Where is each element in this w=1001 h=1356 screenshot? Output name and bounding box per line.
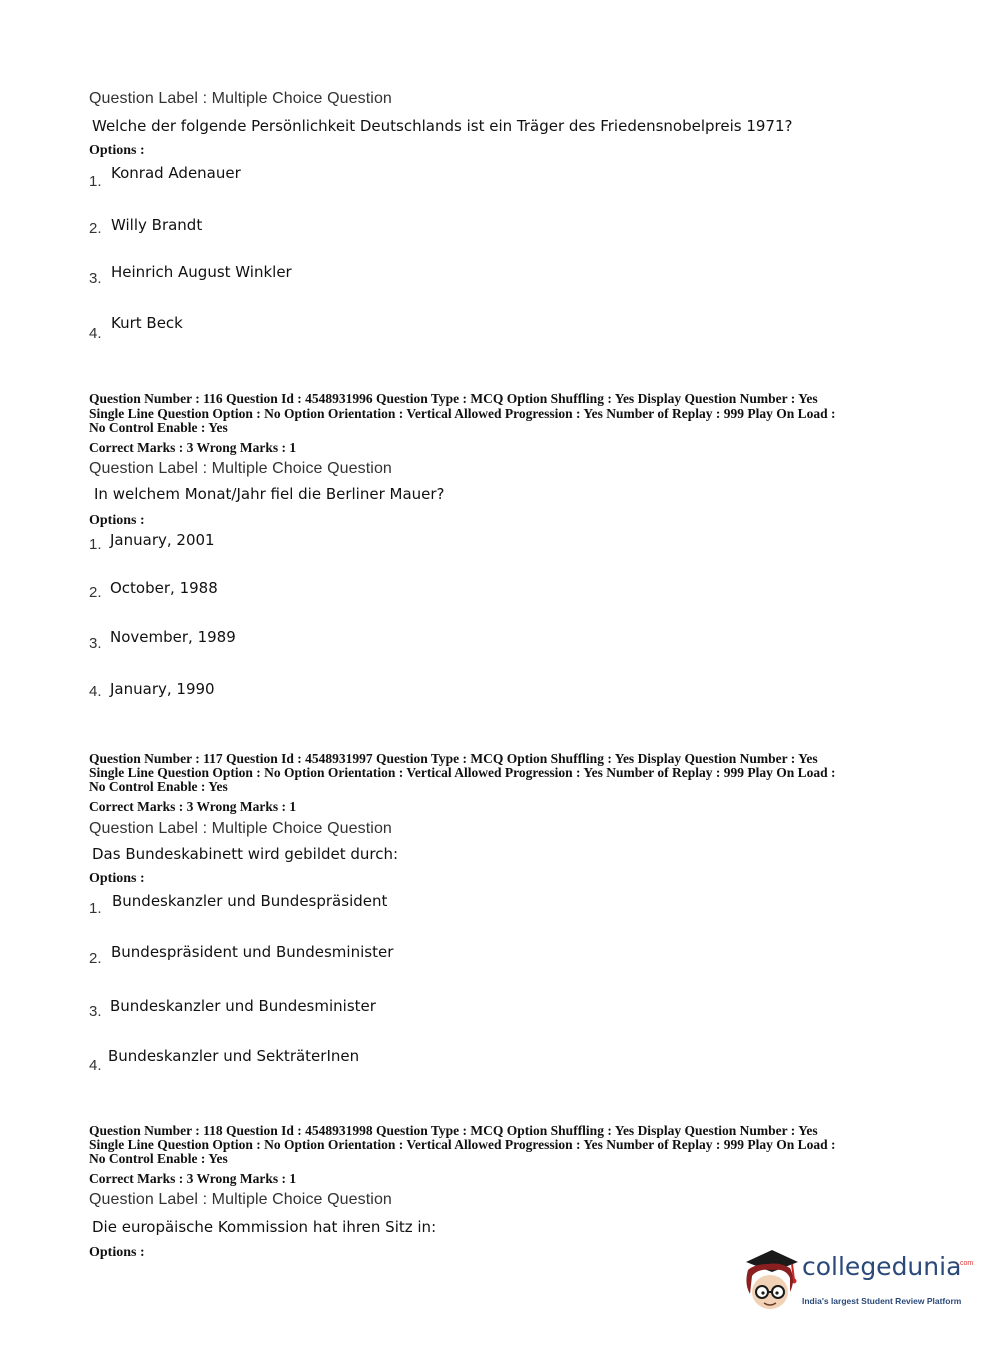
question-meta: No Control Enable : Yes bbox=[89, 779, 228, 794]
option-number: 3. bbox=[89, 270, 102, 287]
logo-wordmark: collegedunia bbox=[802, 1252, 962, 1281]
mascot-icon bbox=[740, 1248, 800, 1314]
option-number: 3. bbox=[89, 1003, 102, 1020]
logo-tld: .com bbox=[958, 1260, 974, 1267]
question-text: Welche der folgende Persönlichkeit Deutschlands ist ein Träger des Friedensnobelpreis 1971? bbox=[92, 117, 793, 135]
question-meta: Question Number : 117 Question Id : 4548931997 Question Type : MCQ Option Shuffling : Yes Display Question Number : Yes bbox=[89, 751, 818, 766]
question-label: Question Label : Multiple Choice Question bbox=[89, 90, 392, 107]
question-meta: Single Line Question Option : No Option Orientation : Vertical Allowed Progression : Yes Number of Replay : 999 Play On Load : bbox=[89, 765, 836, 780]
option-number: 4. bbox=[89, 325, 102, 342]
option-text: Bundespräsident und Bundesminister bbox=[111, 943, 394, 961]
option-number: 2. bbox=[89, 584, 102, 601]
option-text: November, 1989 bbox=[110, 628, 236, 646]
option-number: 4. bbox=[89, 683, 102, 700]
option-text: Kurt Beck bbox=[111, 314, 183, 332]
question-meta: Single Line Question Option : No Option Orientation : Vertical Allowed Progression : Yes Number of Replay : 999 Play On Load : bbox=[89, 406, 836, 421]
option-number: 1. bbox=[89, 173, 102, 190]
question-label: Question Label : Multiple Choice Question bbox=[89, 460, 392, 477]
option-number: 3. bbox=[89, 635, 102, 652]
logo-tagline: India's largest Student Review Platform bbox=[802, 1296, 962, 1306]
collegedunia-logo bbox=[740, 1248, 974, 1318]
question-text: In welchem Monat/Jahr fiel die Berliner Mauer? bbox=[94, 485, 445, 503]
option-number: 4. bbox=[89, 1057, 102, 1074]
question-meta: Question Number : 118 Question Id : 4548931998 Question Type : MCQ Option Shuffling : Yes Display Question Number : Yes bbox=[89, 1123, 818, 1138]
question-meta: Single Line Question Option : No Option Orientation : Vertical Allowed Progression : Yes Number of Replay : 999 Play On Load : bbox=[89, 1137, 836, 1152]
option-text: Bundeskanzler und Bundesminister bbox=[110, 997, 376, 1015]
question-marks: Correct Marks : 3 Wrong Marks : 1 bbox=[89, 440, 297, 455]
question-marks: Correct Marks : 3 Wrong Marks : 1 bbox=[89, 1171, 297, 1186]
option-text: Heinrich August Winkler bbox=[111, 263, 292, 281]
question-label: Question Label : Multiple Choice Question bbox=[89, 820, 392, 837]
option-number: 2. bbox=[89, 950, 102, 967]
question-marks: Correct Marks : 3 Wrong Marks : 1 bbox=[89, 799, 297, 814]
options-heading: Options : bbox=[89, 513, 145, 528]
option-text: October, 1988 bbox=[110, 579, 218, 597]
options-heading: Options : bbox=[89, 871, 145, 886]
option-text: Bundeskanzler und SekträterInen bbox=[108, 1047, 360, 1065]
option-number: 2. bbox=[89, 220, 102, 237]
question-text: Das Bundeskabinett wird gebildet durch: bbox=[92, 845, 399, 863]
options-heading: Options : bbox=[89, 143, 145, 158]
option-text: Bundeskanzler und Bundespräsident bbox=[112, 892, 388, 910]
options-heading: Options : bbox=[89, 1245, 145, 1260]
question-meta: No Control Enable : Yes bbox=[89, 420, 228, 435]
option-text: Konrad Adenauer bbox=[111, 164, 241, 182]
option-number: 1. bbox=[89, 536, 102, 553]
question-text: Die europäische Kommission hat ihren Sitz in: bbox=[92, 1218, 437, 1236]
question-meta: Question Number : 116 Question Id : 4548931996 Question Type : MCQ Option Shuffling : Yes Display Question Number : Yes bbox=[89, 391, 818, 406]
question-label: Question Label : Multiple Choice Question bbox=[89, 1191, 392, 1208]
option-text: Willy Brandt bbox=[111, 216, 203, 234]
question-meta: No Control Enable : Yes bbox=[89, 1151, 228, 1166]
option-text: January, 1990 bbox=[110, 680, 215, 698]
option-text: January, 2001 bbox=[110, 531, 215, 549]
option-number: 1. bbox=[89, 900, 102, 917]
